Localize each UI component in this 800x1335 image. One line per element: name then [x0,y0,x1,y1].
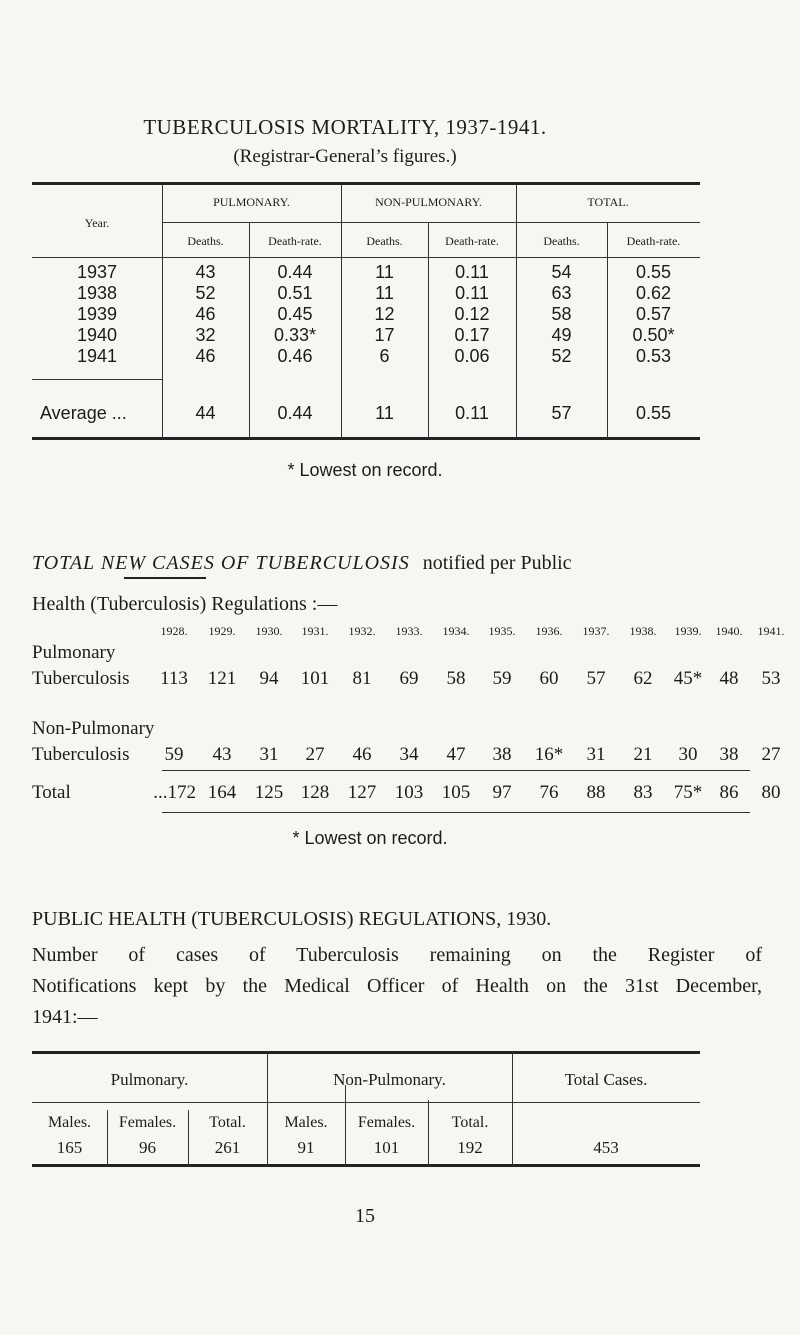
total-value: 97 [492,782,512,803]
total-value: ...172 [153,782,196,803]
group-header-non-pulmonary: NON-PULMONARY. [375,195,482,209]
row-value: 43 [195,262,216,282]
row-value: 0.62 [635,283,672,303]
total-value: 80 [761,782,781,803]
paragraph-line: 1941:— [32,1006,98,1028]
row-value: 0.57 [635,304,672,324]
average-value: 57 [551,403,572,423]
row-value: 0.45 [277,304,313,324]
group-header-non-pulmonary: Non-Pulmonary. [333,1070,446,1089]
total-value: 86 [719,782,739,803]
average-value: 11 [375,403,394,423]
row-value: 46 [195,304,216,324]
pulmonary-label: Pulmonary [32,642,116,663]
average-label: Average ... [40,403,127,423]
table-bottom-rule [32,1164,700,1167]
row-value: 0.17 [454,325,490,345]
nonpulmonary-value: 30 [678,744,698,765]
table-top-rule [32,1051,700,1054]
nonpulmonary-value: 43 [212,744,232,765]
subheader-total: Total. [451,1114,489,1131]
group-header-total: TOTAL. [587,195,629,209]
table-bottom-rule [32,437,700,440]
year-heading: 1928. [160,624,188,638]
header-bottom-rule [32,1102,700,1103]
total-value: 103 [394,782,424,803]
nonpulmonary-value: 38 [719,744,739,765]
nonpulmonary-value: 31 [586,744,606,765]
nonpulmonary-value: 38 [492,744,512,765]
row-value: 52 [551,346,572,366]
average-value: 0.11 [455,403,489,423]
register-value: 96 [139,1138,156,1157]
register-value: 261 [214,1138,241,1157]
nonpulmonary-value: 47 [446,744,466,765]
total-value: 105 [441,782,471,803]
row-year: 1938 [76,283,118,303]
row-value: 32 [195,325,216,345]
row-value: 0.06 [454,346,490,366]
total-value: 164 [207,782,237,803]
year-heading: 1937. [582,624,610,638]
pulmonary-value: 81 [352,668,372,689]
year-heading: 1929. [208,624,236,638]
header-bottom-rule [32,257,700,258]
register-value: 91 [297,1138,315,1157]
nonpulmonary-label: Tuberculosis [32,744,130,765]
subheader-females: Females. [357,1114,416,1131]
group-header-pulmonary: PULMONARY. [213,195,290,209]
page-subtitle: (Registrar-General’s figures.) [233,146,457,167]
subheader-deaths: Deaths. [543,234,580,248]
pulmonary-label: Tuberculosis [32,668,130,689]
year-heading: 1935. [488,624,516,638]
year-heading: 1931. [301,624,329,638]
subheader-death-rate: Death-rate. [268,234,322,248]
nonpulmonary-label: Non-Pulmonary [32,718,155,739]
year-heading: 1932. [348,624,376,638]
new-cases-footnote: * Lowest on record. [292,828,448,848]
table-top-rule [32,182,700,185]
row-value: 11 [375,262,394,282]
register-value: 165 [56,1138,83,1157]
pulmonary-value: 101 [300,668,330,689]
new-cases-heading-italic: TOTAL NEW CASES OF TUBERCULOSIS [32,552,410,574]
subheader-deaths: Deaths. [366,234,403,248]
year-heading: 1941. [757,624,785,638]
nonpulmonary-value: 59 [164,744,184,765]
pulmonary-value: 94 [259,668,279,689]
page-number: 15 [355,1205,375,1227]
nonpulmonary-value: 34 [399,744,419,765]
nonpulmonary-value: 16* [534,744,564,765]
total-value: 76 [539,782,559,803]
row-value: 0.11 [455,262,489,282]
row-value: 0.12 [454,304,490,324]
subheader-females: Females. [118,1114,177,1131]
subheader-males: Males. [47,1114,92,1131]
row-year: 1941 [76,346,118,366]
pulmonary-value: 53 [761,668,781,689]
paragraph-line: Notifications kept by the Medical Officer of Health on the 31st December, [32,975,762,997]
row-value: 52 [195,283,216,303]
nonpulmonary-value: 46 [352,744,372,765]
pulmonary-value: 57 [586,668,606,689]
total-value: 127 [347,782,377,803]
row-value: 63 [551,283,572,303]
row-value: 11 [375,283,394,303]
nonpulmonary-value: 21 [633,744,653,765]
row-value: 0.53 [635,346,672,366]
year-heading: 1939. [674,624,702,638]
total-top-rule [162,770,750,771]
row-value: 0.51 [277,283,313,303]
row-value: 0.44 [277,262,313,282]
year-heading: 1933. [395,624,423,638]
row-value: 0.11 [455,283,489,303]
group-header-pulmonary: Pulmonary. [110,1070,189,1089]
year-heading: 1938. [629,624,657,638]
year-header: Year. [84,216,110,230]
row-value: 54 [551,262,572,282]
register-total-cases: 453 [593,1138,619,1157]
year-heading: 1930. [255,624,283,638]
new-cases-line2: Health (Tuberculosis) Regulations :— [32,593,338,615]
paragraph-line: Number of cases of Tuberculosis remaining on the Register of [32,944,762,966]
row-value: 49 [551,325,572,345]
row-year: 1937 [76,262,118,282]
row-value: 6 [379,346,390,366]
row-value: 0.55 [635,262,672,282]
row-year: 1939 [76,304,118,324]
subheader-total: Total. [209,1114,246,1131]
heading-underline [124,577,206,579]
subheader-death-rate: Death-rate. [445,234,499,248]
register-value: 101 [373,1138,400,1157]
pulmonary-value: 69 [399,668,419,689]
pulmonary-value: 48 [719,668,739,689]
row-value: 17 [374,325,395,345]
year-heading: 1940. [715,624,743,638]
regulations-paragraph [32,940,762,1033]
total-label: Total [32,782,71,803]
pulmonary-value: 62 [633,668,653,689]
row-value: 46 [195,346,216,366]
group-rule [162,222,700,223]
total-value: 128 [300,782,330,803]
total-value: 83 [633,782,653,803]
group-header-total-cases: Total Cases. [564,1070,648,1089]
row-value: 58 [551,304,572,324]
total-value: 125 [254,782,284,803]
total-value: 88 [586,782,606,803]
pulmonary-value: 59 [492,668,512,689]
register-value: 192 [457,1138,483,1157]
new-cases-heading [32,548,732,579]
average-value: 0.55 [635,403,672,423]
row-year: 1940 [76,325,118,345]
new-cases-heading-rest: notified per Public [422,552,572,574]
subheader-death-rate: Death-rate. [626,234,681,248]
pulmonary-value: 60 [539,668,559,689]
average-rule [32,379,162,380]
pulmonary-value: 45* [673,668,703,689]
nonpulmonary-value: 27 [305,744,325,765]
average-value: 0.44 [277,403,313,423]
row-value: 12 [374,304,395,324]
pulmonary-value: 121 [207,668,237,689]
regulations-heading: PUBLIC HEALTH (TUBERCULOSIS) REGULATIONS, 1930. [32,908,552,930]
year-heading: 1934. [442,624,470,638]
total-value: 75* [673,782,703,803]
mortality-footnote: * Lowest on record. [287,460,443,480]
subheader-males: Males. [284,1114,328,1131]
nonpulmonary-value: 31 [259,744,279,765]
average-value: 44 [195,403,216,423]
row-value: 0.46 [277,346,313,366]
total-bottom-rule [162,812,750,813]
subheader-deaths: Deaths. [187,234,224,248]
row-value: 0.33* [273,325,317,345]
page-title: TUBERCULOSIS MORTALITY, 1937-1941. [143,115,547,139]
nonpulmonary-value: 27 [761,744,781,765]
pulmonary-value: 113 [160,668,188,689]
year-heading: 1936. [535,624,563,638]
pulmonary-value: 58 [446,668,466,689]
row-value: 0.50* [632,325,675,345]
